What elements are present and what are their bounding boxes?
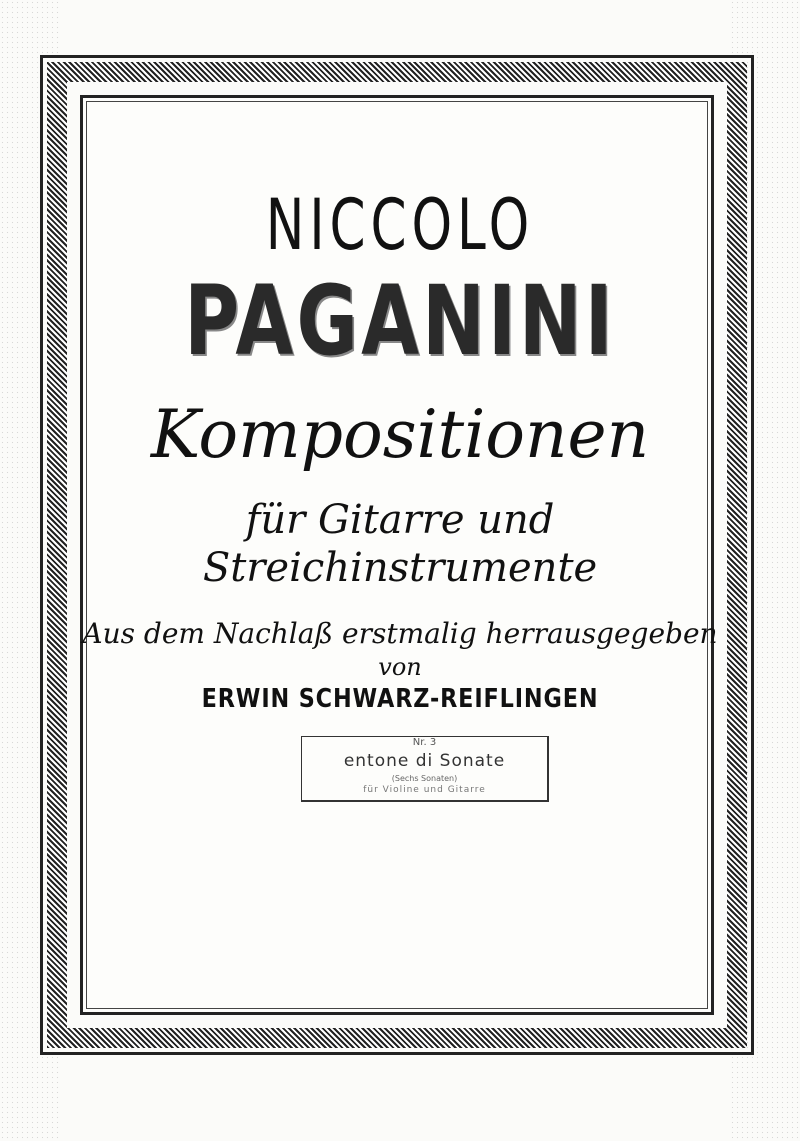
editor-by-label: von — [378, 653, 422, 681]
volume-parenthetical: (Sechs Sonaten) — [391, 774, 458, 783]
edition-note: Aus dem Nachlaß erstmalig herrausgegeben — [82, 617, 718, 650]
volume-label-box — [301, 736, 549, 802]
volume-number: Nr. 3 — [412, 737, 437, 748]
editor-name: ERWIN SCHWARZ-REIFLINGEN — [201, 684, 599, 714]
composer-first-name: NICCOLO — [265, 184, 535, 266]
work-subtitle-line-1: für Gitarre und — [245, 497, 555, 543]
work-title: Kompositionen — [150, 396, 650, 473]
volume-title: entone di Sonate — [343, 751, 506, 771]
work-subtitle-line-2: Streichinstrumente — [202, 545, 598, 591]
composer-last-name: PAGANINI — [184, 265, 616, 377]
volume-instrumentation: für Violine und Gitarre — [363, 785, 486, 795]
